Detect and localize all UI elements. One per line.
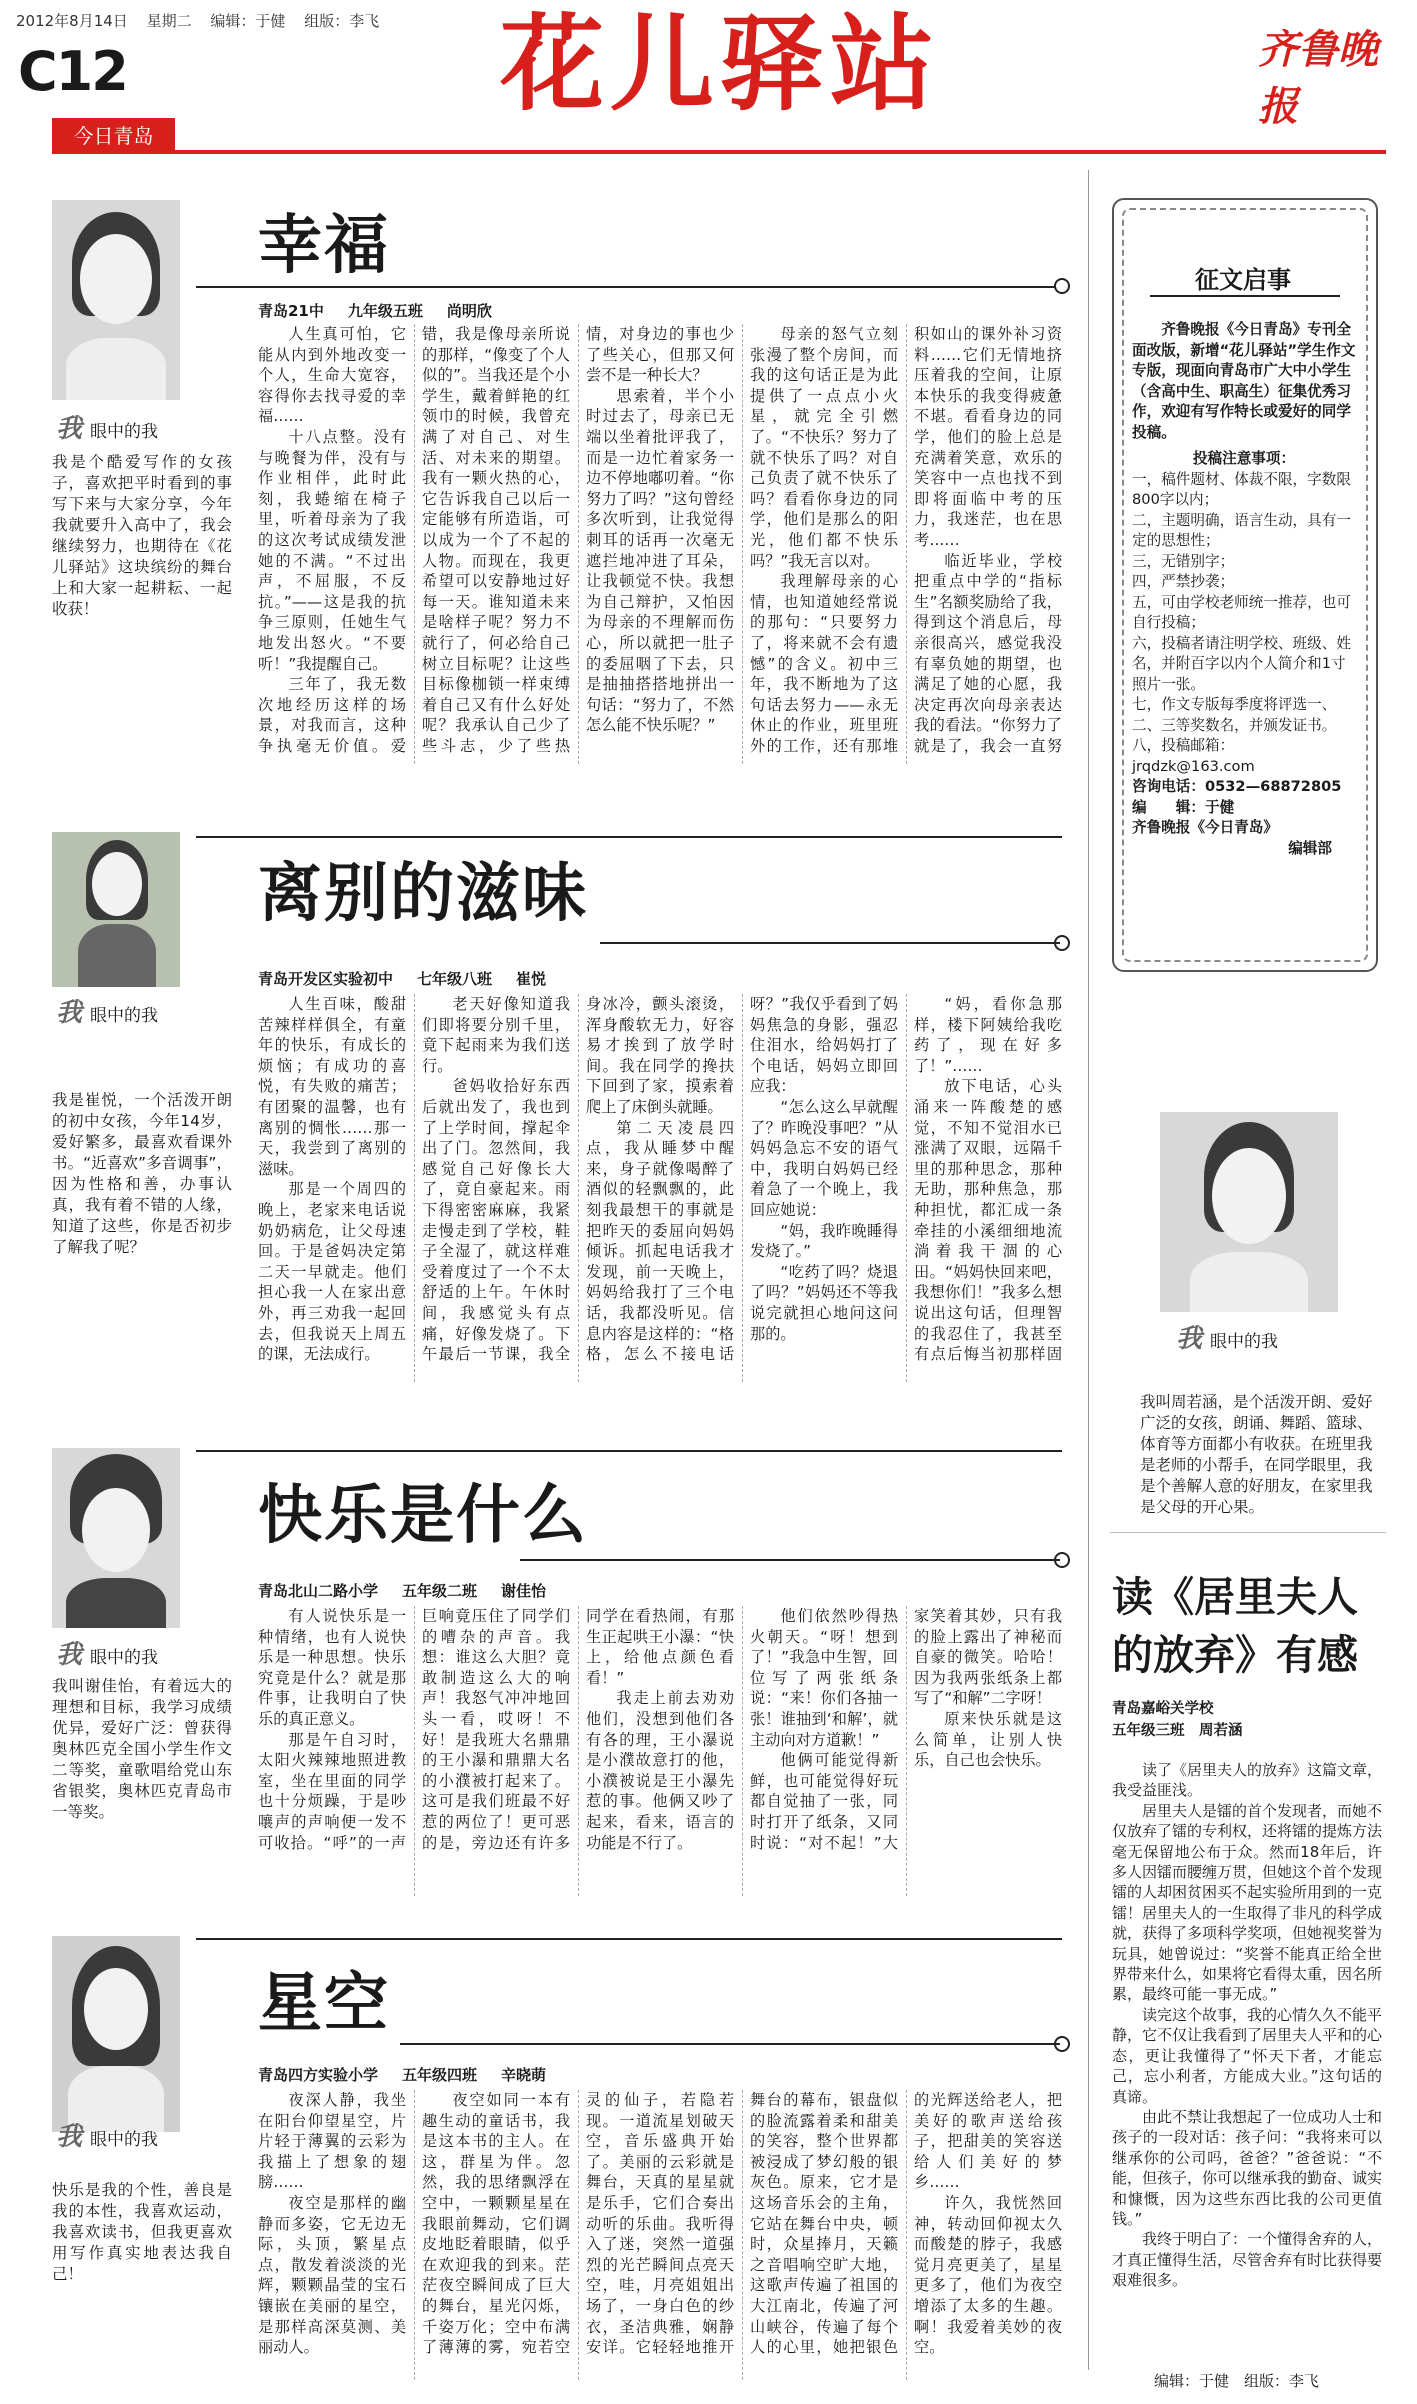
column-divider	[1088, 170, 1089, 2370]
author-photo	[52, 1448, 180, 1628]
title-rule	[196, 1450, 1062, 1452]
my-eye-label: 我眼中的我	[56, 2122, 159, 2152]
review-body: 读了《居里夫人的放弃》这篇文章，我受益匪浅。 居里夫人是镭的首个发现者，而她不仅放弃了镭的专利权，还将镭的提炼方法毫无保留地公布于众。然而18年后，许多人因镭而腰缠万贯，但她这个首个发现镭的人却困贫困买不起实验所用到的一克镭！居里夫人的一生取得了非凡的科学成就，获得了多项科学奖项，但她视奖誉为玩具，她曾说过：“奖誉不能真正给全世界带来什么，如果将它看得太重，因名所累，最终可能一事无成。” 读完这个故事，我的心情久久不能平静，它不仅让我看到了居里夫人平和的心态，更让我懂得了“怀天下者，才能忘己，忘小利者，方能成大业。”这句话的真谛。 由此不禁让我想起了一位成功人士和孩子的一段对话：孩子问：“我将来可以继承你的公司吗，爸爸？”爸爸说：“不能，但孩子，你可以继承我的勤奋、诚实和慷慨，因为这些东西比我的公司更值钱。” 我终于明白了：一个懂得舍弃的人，才真正懂得生活，尽管舍弃有时比获得要艰难很多。	[1112, 1761, 1383, 2290]
title-rule	[520, 1559, 1060, 1561]
header-editor: 编辑：于健	[210, 12, 286, 30]
author-photo	[52, 200, 180, 400]
call-for-papers-rule	[1150, 295, 1340, 297]
my-eye-label: 我眼中的我	[56, 998, 159, 1028]
my-eye-label: 我眼中的我	[1176, 1324, 1279, 1354]
article-title: 幸福	[258, 209, 390, 283]
author-bio: 我是个酷爱写作的女孩子，喜欢把平时看到的事写下来与大家分享，今年我就要升入高中了，我会继续努力，也期待在《花儿驿站》这块缤纷的舞台上和大家一起耕耘、一起收获！	[52, 453, 232, 618]
contact-phone: 咨询电话：0532—68872805	[1132, 778, 1342, 795]
page-title: 花儿驿站	[500, 2, 941, 125]
my-eye-label: 我眼中的我	[56, 414, 159, 444]
article-byline: 青岛开发区实验初中 七年级八班 崔悦	[258, 970, 547, 988]
title-rule	[196, 1938, 1062, 1940]
author-photo	[1160, 1112, 1338, 1312]
divider	[1110, 1532, 1386, 1533]
header-rule	[52, 150, 1386, 154]
article-body: 夜深人静，我坐在阳台仰望星空，片片轻于薄翼的云彩为我描上了想象的翅膀…… 夜空是那样的幽静而多姿，它无边无际，头顶，繁星点点，散发着淡淡的光辉，颗颗晶莹的宝石镶嵌在美丽的星空，是那样高深莫测、美丽动人。 夜空如同一本有趣生动的童话书，我是这本书的主人。在这，群星为伴。忽然，我的思绪飘浮在空中，一颗颗星星在我眼前舞动，它们调皮地眨着眼睛，似乎在欢迎我的到来。茫茫夜空瞬间成了巨大的舞台，星光闪烁，千姿万化；空中布满了薄薄的雾，宛若空灵的仙子，若隐若现。一道流星划破天空，音乐盛典开始了。美丽的云彩就是舞台，天真的星星就是乐手，它们合奏出动听的乐曲。我听得入了迷，突然一道强烈的光芒瞬间点亮天空，哇，月亮姐姐出场了，一身白色的纱衣，圣洁典雅，娴静安详。它轻轻地推开舞台的幕布，银盘似的脸流露着柔和甜美的笑容，整个世界都被浸成了梦幻般的银灰色。原来，它才是这场音乐会的主角，它站在舞台中央，顿时，众星捧月，天籁之音唱响空旷大地，这歌声传遍了祖国的大江南北，传遍了河山峡谷，传遍了每个人的心里，她把银色的光辉送给老人，把美好的歌声送给孩子，把甜美的笑容送给人们美好的梦乡…… 许久，我恍然回神，转动回仰视太久而酸楚的脖子，我感觉月亮更美了，星星更多了，他们为夜空增添了太多的生趣。啊！我爱着美妙的夜空。	[258, 2091, 1062, 2357]
author-photo	[52, 832, 180, 987]
article-body: 人生百味，酸甜苦辣样样俱全，有童年的快乐，有成长的烦恼；有成功的喜悦，有失败的痛苦；有团聚的温馨，也有离别的惆怅……那一天，我尝到了离别的滋味。 那是一个周四的晚上，老家来电话说奶奶病危，让父母速回。于是爸妈决定第二天一早就走。他们担心我一人在家出意外，再三劝我一起回去，但我说天上周五的课，无法成行。 老天好像知道我们即将要分别千里，竟下起雨来为我们送行。 爸妈收拾好东西后就出发了，我也到了上学时间，撑起伞出了门。忽然间，我感觉自己好像长大了，竟自豪起来。雨下得密密麻麻，我紧走慢走到了学校，鞋子全湿了，就这样难受着度过了一个不太舒适的上午。午休时间，我感觉头有点痛，好像发烧了。下午最后一节课，我全身冰冷，颤头滚烫，浑身酸软无力，好容易才挨到了放学时间。我在同学的搀扶下回到了家，摸索着爬上了床倒头就睡。 第二天凌晨四点，我从睡梦中醒来，身子就像喝醉了酒似的轻飘飘的，此刻我最想干的事就是把昨天的委屈向妈妈倾诉。抓起电话我才发现，前一天晚上，妈妈给我打了三个电话，我都没听见。信息内容是这样的：“格格，怎么不接电话呀？”我仅乎看到了妈妈焦急的身影，强忍住泪水，给妈妈打了个电话，妈妈立即回应我： “怎么这么早就醒了？昨晚没事吧？”从妈妈急忘不安的语气中，我明白妈妈已经着急了一个晚上，我回应她说： “妈，我昨晚睡得发烧了。” “吃药了吗？烧退了吗？”妈妈还不等我说完就担心地问这问那的。 “妈，看你急那样，楼下阿姨给我吃药了，现在好多了！”…… 放下电话，心头涌来一阵酸楚的感觉，不知不觉泪水已涨满了双眼，远隔千里的那种思念，那种无助，那种焦急，那种担忧，都汇成一条牵挂的小溪细细地流淌着我干涸的心田。“妈妈快回来吧，我想你们！”我多么想说出这句话，但理智的我忍住了，我甚至有点后悔当初那样固	[258, 995, 1062, 1364]
title-rule	[196, 286, 1062, 288]
title-rule	[196, 836, 1062, 838]
article-title: 星空	[258, 1967, 390, 2041]
article-body: 人生真可怕，它能从内到外地改变一个人，生命大宽容，容得你去找寻爱的幸福…… 十八点整。没有与晚餐为伴，没有与作业相伴，此时此刻，我蜷缩在椅子里，听着母亲为了我的这次考试成绩发泄她的不满。“不过出声，不屈服，不反抗。”——这是我的抗争三原则，任她生气地发出怒火。“不要听！”我提醒自己。 三年了，我无数次地经历这样的场景，对我而言，这种争执毫无价值。爱错，我是像母亲所说的那样，“像变了个人似的”。当我还是个小学生，戴着鲜艳的红领巾的时候，我曾充满了对自己、对生活、对未来的期望。我有一颗火热的心，它告诉我自己以后一定能够有所造诣，可以成为一个了不起的人物。而现在，我更希望可以安静地过好每一天。谁知道未来是啥样子呢？努力不就行了，何必给自己树立目标呢？让这些目标像枷锁一样束缚着自己又有什么好处呢？我承认自己少了些斗志，少了些热情，对身边的事也少了些关心，但那又何尝不是一种长大？ 思索着，半个小时过去了，母亲已无端以坐着批评我了，而是一边忙着家务一边不停地嘟叨着。“你努力了吗？”这句曾经多次听到，让我觉得刺耳的话再一次毫无遮拦地冲进了耳朵，让我顿觉不快。我想为自己辩护，又怕因为母亲的不理解而伤心，所以就把一肚子的委屈咽了下去，只是抽抽搭搭地拼出一句话：“努力了，不然怎么能不快乐呢？” 母亲的怒气立刻张漫了整个房间，而我的这句话正是为此提供了一点点小火星，就完全引燃了。“不快乐？努力了就不快乐了吗？对自己负责了就不快乐了吗？看看你身边的同学，他们是那么的阳光，他们都不快乐吗？”我无言以对。 我理解母亲的心情，也知道她经常说的那句：“只要努力了，将来就不会有遗憾”的含义。初中三年，我不断地为了这句话去努力——永无休止的作业，班里班外的工作，还有那堆积如山的课外补习资料……它们无情地挤压着我的空间，让原本快乐的我变得疲惫不堪。看看身边的同学，他们的脸上总是充满着笑意，欢乐的笑容中一点也找不到即将面临中考的压力，我迷茫，也在思考…… 临近毕业，学校把重点中学的“指标生”名额奖励给了我，得到这个消息后，母亲很高兴，感觉我没有辜负她的期望，也满足了她的心愿，我决定再次向母亲表达我的看法。“你努力了就是了，我会一直努	[258, 325, 1062, 755]
header-layout: 组版：李飞	[304, 12, 380, 30]
section-tab[interactable]: 今日青岛	[52, 118, 175, 154]
review-title: 读《居里夫人 的放弃》有感	[1112, 1573, 1358, 1679]
rule-end-dot	[1054, 278, 1070, 294]
title-rule	[400, 2043, 1060, 2045]
call-for-papers-body: 齐鲁晚报《今日青岛》专刊全面改版，新增“花儿驿站”学生作文专版，现面向青岛市广大中小学生（含高中生、职高生）征集优秀习作，欢迎有写作特长或爱好的同学投稿。 投稿注意事项： 一，稿件题材、体裁不限，字数限800字以内； 二，主题明确，语言生动，具有一定的思想性； 三，无错别字； 四，严禁抄袭； 五，可由学校老师统一推荐，也可自行投稿； 六，投稿者请注明学校、班级、姓名，并附百字以内个人简介和1寸照片一张。 七，作文专版每季度将评选一、二、三等奖数名，并颁发证书。 八，投稿邮箱：jrqdzk@163.com 咨询电话：0532—68872805 编 辑：于健 齐鲁晚报《今日青岛》 编辑部	[1132, 321, 1356, 857]
article-byline: 青岛四方实验小学 五年级四班 辛晓萌	[258, 2066, 547, 2084]
header-meta	[16, 10, 393, 31]
title-rule	[600, 942, 1060, 944]
article-body: 有人说快乐是一种情绪，也有人说快乐是一种思想。快乐究竟是什么？就是那件事，让我明白了快乐的真正意义。 那是午自习时，太阳火辣辣地照进教室，坐在里面的同学也十分烦躁，于是吵嚷声的声响便一发不可收拾。“呼”的一声巨响竟压住了同学们的嘈杂的声音。我想：谁这么大胆？竟敢制造这么大的响声！我怒气冲冲地回头一看，哎呀！不好！是我班大名鼎鼎的王小瀑和鼎鼎大名的小濮被打起来了。这可是我们班最不好惹的两位了！更可恶的是，旁边还有许多同学在看热闹，有那生正起哄王小瀑：“快上，给他点颜色看看！” 我走上前去劝劝他们，没想到他们各有各的理，王小瀑说是小濮故意打的他，小濮被说是王小瀑先惹的事。他俩又吵了起来，看来，语言的功能是不行了。 他们依然吵得热火朝天。“呀！想到了！”我急中生智，回位写了两张纸条说：“来！你们各抽一张！谁抽到‘和解’，就主动向对方道歉！” 他俩可能觉得新鲜，也可能觉得好玩都自觉抽了一张，同时打开了纸条，又同时说：“对不起！”大家笑着其妙，只有我的脸上露出了神秘而自豪的微笑。哈哈！因为我两张纸条上都写了“和解”二字呀！ 原来快乐就是这么简单，让别人快乐，自己也会快乐。	[258, 1607, 1062, 1852]
author-bio: 我是崔悦，一个活泼开朗的初中女孩，今年14岁，爱好繁多，最喜欢看课外书。“近喜欢”多音调事”，因为性格和善，办事认真，我有着不错的人缘，知道了这些，你是否初步了解我了呢？	[52, 1091, 232, 1256]
call-for-papers-title: 征文启事	[1195, 266, 1291, 294]
page-number: C12	[18, 40, 127, 103]
submission-email: 八，投稿邮箱：jrqdzk@163.com	[1132, 737, 1255, 775]
issue-weekday: 星期二	[146, 12, 192, 30]
review-byline: 青岛嘉峪关学校 五年级三班 周若涵	[1112, 1701, 1243, 1739]
paper-logo: 齐鲁晚报	[1258, 26, 1378, 130]
author-bio: 我叫谢佳怡，有着远大的理想和目标，我学习成绩优异，爱好广泛：曾获得奥林匹克全国小学生作文二等奖，童歌唱给党山东省银奖，奥林匹克青岛市一等奖。	[52, 1677, 232, 1821]
my-eye-label: 我眼中的我	[56, 1640, 159, 1670]
footer-editors: 编辑：于健 组版：李飞	[1154, 2372, 1320, 2390]
issue-date: 2012年8月14日	[16, 12, 128, 30]
article-byline: 青岛北山二路小学 五年级二班 谢佳怡	[258, 1582, 547, 1600]
author-photo	[52, 1936, 180, 2132]
article-title: 快乐是什么	[258, 1479, 588, 1553]
author-bio: 快乐是我的个性，善良是我的本性，我喜欢运动，我喜欢读书，但我更喜欢用写作真实地表达我自己！	[52, 2181, 232, 2283]
article-title: 离别的滋味	[258, 857, 588, 931]
author-bio: 我叫周若涵，是个活泼开朗、爱好广泛的女孩，朗诵、舞蹈、篮球、体育等方面都小有收获。在班里我是老师的小帮手，在同学眼里，我是个善解人意的好朋友，在家里我是父母的开心果。	[1140, 1393, 1373, 1516]
article-byline: 青岛21中 九年级五班 尚明欣	[258, 302, 492, 320]
